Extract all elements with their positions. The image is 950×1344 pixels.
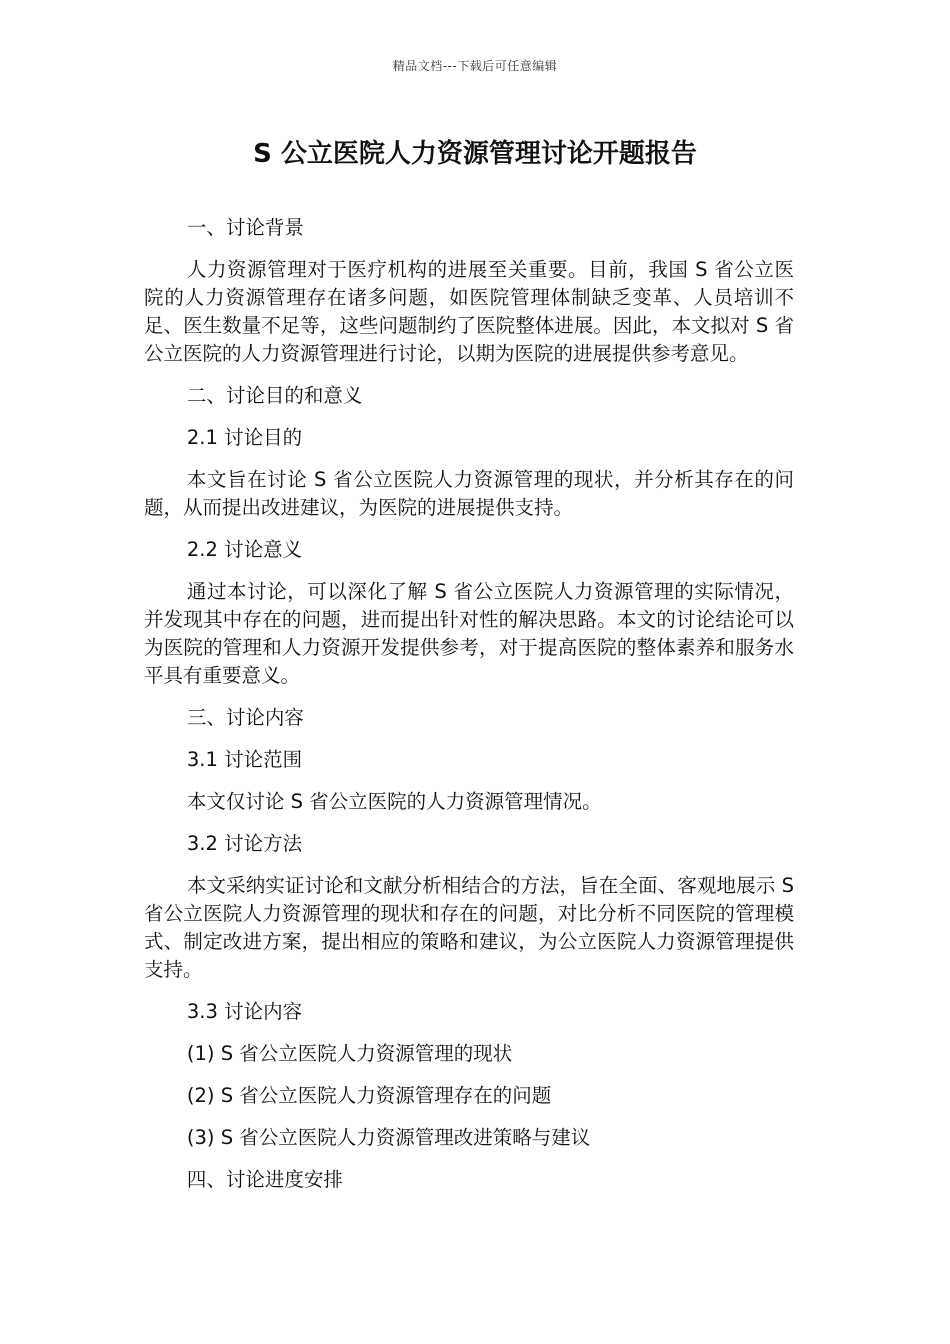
subsection-heading: 2.2 讨论意义	[186, 538, 303, 561]
list-item: (2) S 省公立医院人力资源管理存在的问题	[186, 1084, 552, 1107]
document-body	[144, 214, 794, 1208]
section-heading: 四、讨论进度安排	[186, 1168, 343, 1191]
section-heading: 一、讨论背景	[186, 216, 304, 239]
paragraph: 通过本讨论，可以深化了解 S 省公立医院人力资源管理的实际情况，并发现其中存在的问题，进而提出针对性的解决思路。本文的讨论结论可以为医院的管理和人力资源开发提供参考，对于提高医院的整体素养和服务水平具有重要意义。	[144, 580, 794, 687]
section-heading: 三、讨论内容	[186, 706, 304, 729]
subsection-heading: 3.1 讨论范围	[186, 748, 303, 771]
subsection-heading: 3.3 讨论内容	[186, 1000, 303, 1023]
subsection-heading: 2.1 讨论目的	[186, 426, 303, 449]
paragraph: 本文旨在讨论 S 省公立医院人力资源管理的现状，并分析其存在的问题，从而提出改进建议，为医院的进展提供支持。	[144, 468, 794, 519]
paragraph: 本文仅讨论 S 省公立医院的人力资源管理情况。	[186, 790, 602, 813]
list-item: (3) S 省公立医院人力资源管理改进策略与建议	[186, 1126, 591, 1149]
list-item: (1) S 省公立医院人力资源管理的现状	[186, 1042, 513, 1065]
section-heading: 二、讨论目的和意义	[186, 384, 363, 407]
paragraph: 人力资源管理对于医疗机构的进展至关重要。目前，我国 S 省公立医院的人力资源管理存在诸多问题，如医院管理体制缺乏变革、人员培训不足、医生数量不足等，这些问题制约了医院整体进展。因此，本文拟对 S 省公立医院的人力资源管理进行讨论，以期为医院的进展提供参考意见。	[144, 258, 794, 365]
paragraph: 本文采纳实证讨论和文献分析相结合的方法，旨在全面、客观地展示 S 省公立医院人力资源管理的现状和存在的问题，对比分析不同医院的管理模式、制定改进方案，提出相应的策略和建议，为公立医院人力资源管理提供支持。	[144, 874, 794, 981]
header-note: 精品文档---下载后可任意编辑	[392, 59, 558, 73]
subsection-heading: 3.2 讨论方法	[186, 832, 303, 855]
document-title: S 公立医院人力资源管理讨论开题报告	[253, 139, 697, 169]
